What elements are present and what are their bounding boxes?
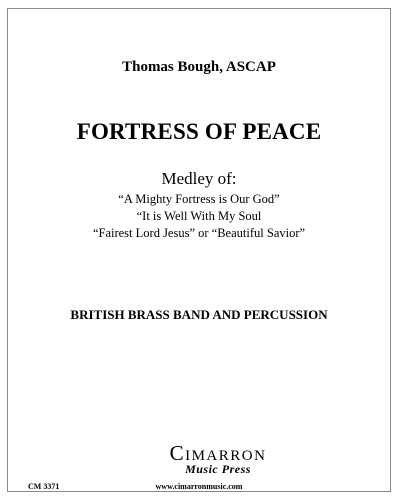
publisher-website: www.cimarronmusic.com bbox=[155, 482, 243, 491]
piece-title: FORTRESS OF PEACE bbox=[76, 119, 322, 144]
hymn-title: “A Mighty Fortress is Our God” bbox=[118, 192, 280, 206]
hymn-list bbox=[8, 191, 390, 242]
publisher-logo-rest: IMARRON bbox=[185, 448, 267, 464]
cover-page bbox=[7, 8, 391, 492]
composer-credit: Thomas Bough, ASCAP bbox=[122, 59, 276, 75]
medley-heading: Medley of: bbox=[161, 169, 237, 188]
instrumentation-label: BRITISH BRASS BAND AND PERCUSSION bbox=[70, 307, 328, 322]
catalog-number: CM 3371 bbox=[28, 482, 60, 491]
publisher-logo-subtitle: Music Press bbox=[185, 462, 251, 476]
hymn-title: “It is Well With My Soul bbox=[136, 209, 262, 223]
publisher-logo bbox=[158, 441, 278, 477]
publisher-logo-initial: C bbox=[169, 441, 186, 465]
hymn-title: “Fairest Lord Jesus” or “Beautiful Savior” bbox=[92, 226, 306, 240]
